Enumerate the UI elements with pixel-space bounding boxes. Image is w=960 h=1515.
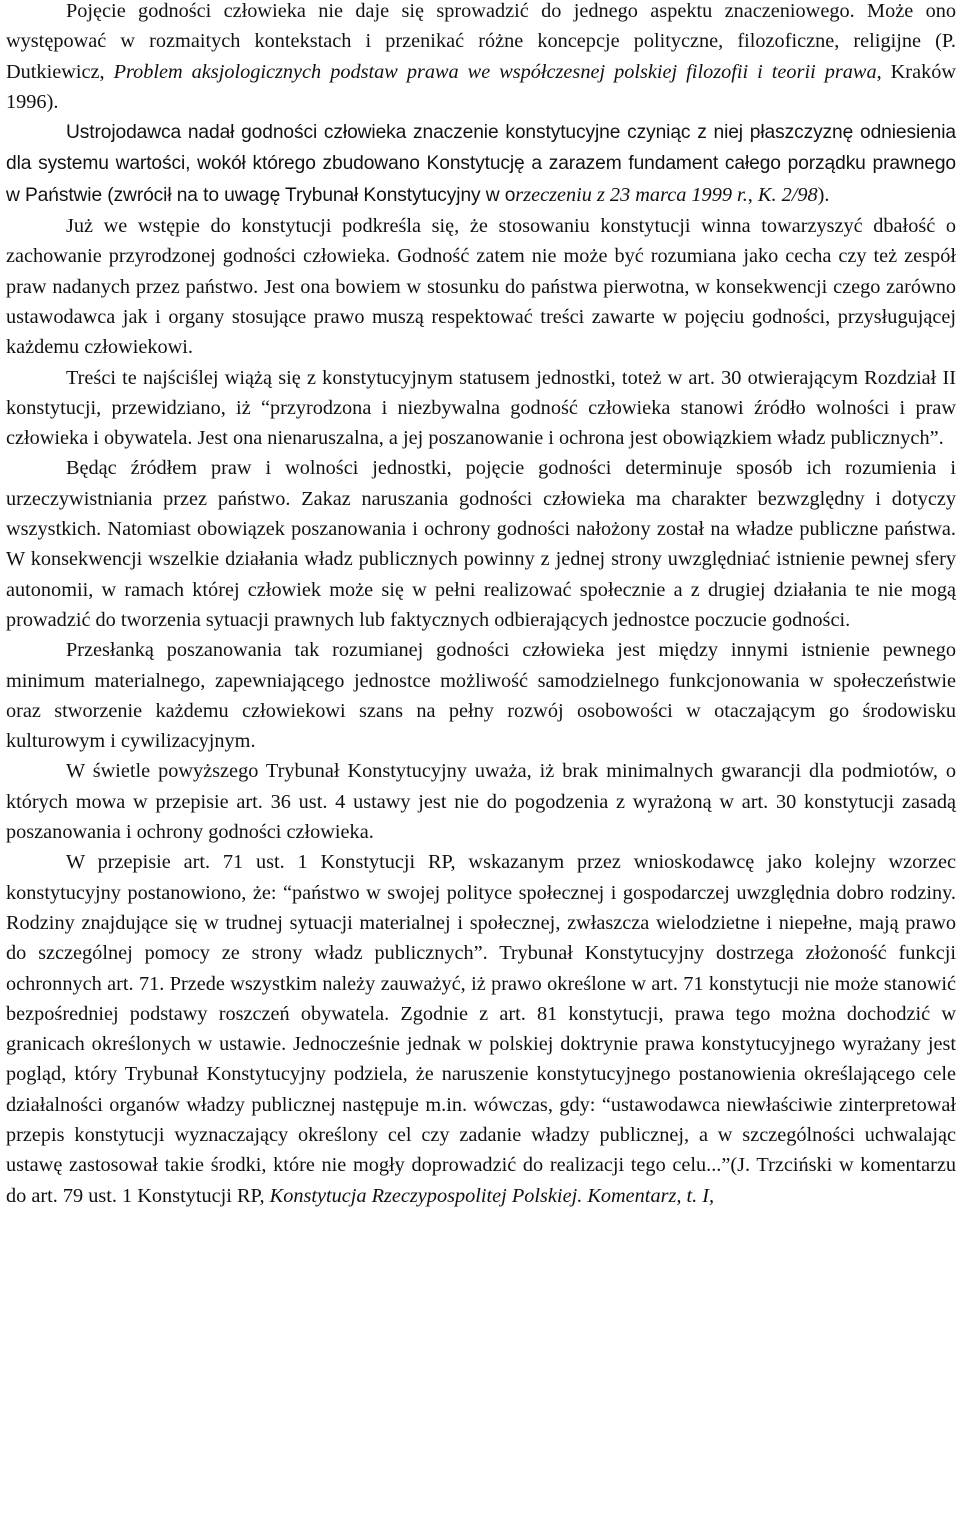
case-number: K. 2/98 — [757, 183, 818, 206]
commentary-title: Konstytucja Rzeczypospolitej Polskiej. Komentarz, t. I, — [269, 1184, 715, 1207]
text-span: ). — [817, 183, 830, 206]
paragraph-3 — [6, 211, 956, 362]
ruling-citation: rzeczeniu z 23 marca 1999 r. — [515, 183, 748, 206]
paragraph-7 — [6, 756, 956, 847]
text-span: Pojęcie godności człowieka nie daje się sprowadzić do jednego aspektu znaczeniowego. Może ono występować w rozmaitych kontekstach i przenikać różne koncepcje polityczne, filozoficzne, religijne (P. Dutkiewicz, — [6, 0, 956, 83]
text-span: , Kraków 1996). — [6, 60, 956, 113]
paragraph-5 — [6, 453, 956, 635]
text-span: Przesłanką poszanowania tak rozumianej godności człowieka jest między innymi istnienie pewnego minimum materialnego, zapewniającego jednostce możliwość samodzielnego funkcjonowania w społeczeństwie oraz stworzenie każdemu człowiekowi szans na pełny rozwój osobowości w otaczającym go środowisku kulturowym i cywilizacyjnym. — [6, 639, 956, 753]
paragraph-4 — [6, 363, 956, 454]
text-span: W przepisie art. 71 ust. 1 Konstytucji RP, wskazanym przez wnioskodawcę jako kolejny wzorzec konstytucyjny postanowiono, że: “państwo w swojej polityce społecznej i gospodarczej uwzględnia dobro rodziny. Rodziny znajdujące się w trudnej sytuacji materialnej i społecznej, zwłaszcza wielodzietne i niepełne, mają prawo do szczególnej pomocy ze strony władz publicznych”. Trybunał Konstytucyjny dostrzega złożoność funkcji ochronnych art. 71. Przede wszystkim należy zauważyć, iż prawo określone w art. 71 konstytucji nie może stanowić bezpośredniej podstawy roszczeń obywatela. Zgodnie z art. 81 konstytucji, prawa tego można dochodzić w granicach określonych w ustawie. Jednocześnie jednak w polskiej doktrynie prawa konstytucyjnego wyrażany jest pogląd, który Trybunał Konstytucyjny podziela, że naruszenie konstytucyjnego postanowienia określającego cele działalności organów władzy publicznej następuje m.in. wówczas, gdy: “ustawodawca niewłaściwie zinterpretował przepis konstytucji wyznaczający określony cel czy zadanie władzy publicznej, a w szczególności uchwalając ustawę zastosował takie środki, które nie mogły doprowadzić do realizacji tego celu...”(J. Trzciński w komentarzu do art. 79 ust. 1 Konstytucji RP, — [6, 851, 956, 1207]
text-span: Treści te najściślej wiążą się z konstytucyjnym statusem jednostki, toteż w art. 30 otwierającym Rozdział II konstytucji, przewidziano, iż “przyrodzona i niezbywalna godność człowieka stanowi źródło wolności i praw człowieka i obywatela. Jest ona nienaruszalna, a jej poszanowanie i ochrona jest obowiązkiem władz publicznych”. — [6, 366, 956, 450]
paragraph-8 — [6, 847, 956, 1211]
paragraph-6 — [6, 635, 956, 756]
paragraph-2 — [6, 117, 956, 211]
text-span: Już we wstępie do konstytucji podkreśla się, że stosowaniu konstytucji winna towarzyszyć dbałość o zachowanie przyrodzonej godności człowieka. Godność zatem nie może być rozumiana jako cecha czy też zespół praw nadanych przez państwo. Jest ona bowiem w stosunku do państwa pierwotna, w konsekwencji czego zarówno ustawodawca jak i organy stosujące prawo muszą respektować treści zawarte w pojęciu godności, przysługującej każdemu człowiekowi. — [6, 215, 956, 359]
text-span: Ustrojodawca nadał godności człowieka znaczenie konstytucyjne czyniąc z niej płaszczyznę odniesienia dla systemu wartości, wokół którego zbudowano Konstytucję a zarazem fundament całego porządku prawnego w Państwie (zwrócił na to uwagę Trybunał Konstytucyjny w o — [6, 122, 956, 206]
text-span: , — [747, 183, 758, 206]
paragraph-1 — [6, 0, 956, 117]
text-span: W świetle powyższego Trybunał Konstytucyjny uważa, iż brak minimalnych gwarancji dla podmiotów, o których mowa w przepisie art. 36 ust. 4 ustawy jest nie do pogodzenia z wyrażoną w art. 30 konstytucji zasadą poszanowania i ochrony godności człowieka. — [6, 760, 956, 844]
text-span: Będąc źródłem praw i wolności jednostki, pojęcie godności determinuje sposób ich rozumienia i urzeczywistniania przez państwo. Zakaz naruszania godności człowieka ma charakter bezwzględny i dotyczy wszystkich. Natomiast obowiązek poszanowania i ochrony godności nałożony został na władze publiczne państwa. W konsekwencji wszelkie działania władz publicznych powinny z jednej strony uwzględniać istnienie pewnej sfery autonomii, w ramach której człowiek może się w pełni realizować społecznie a z drugiej działania te nie mogą prowadzić do tworzenia sytuacji prawnych lub faktycznych odbierających jednostce poczucie godności. — [6, 457, 956, 631]
book-title: Problem aksjologicznych podstaw prawa we współczesnej polskiej filozofii i teorii prawa — [113, 60, 877, 83]
